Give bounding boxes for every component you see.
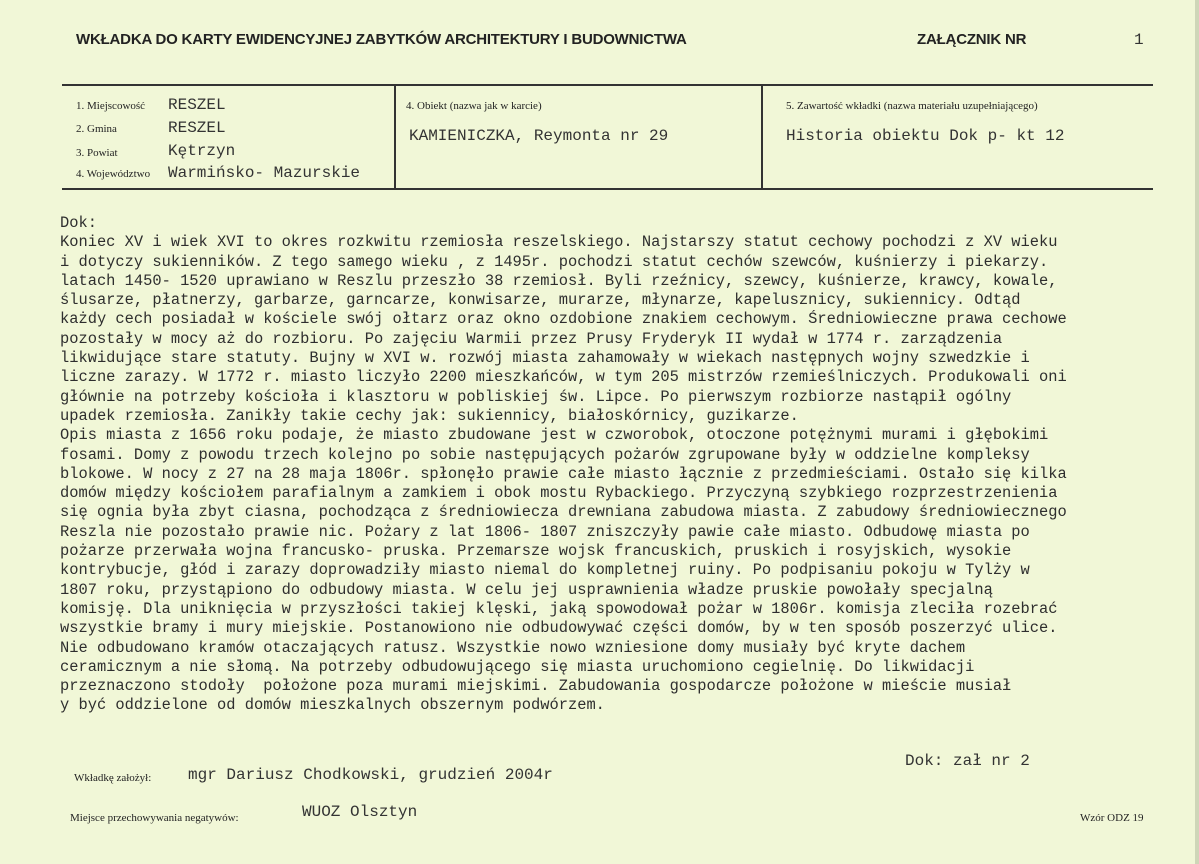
wojewodztwo-value: Warmińsko- Mazurskie	[168, 164, 361, 182]
attachment-label: ZAŁĄCZNIK NR	[917, 31, 1027, 48]
wojewodztwo-label: 4. Województwo	[76, 168, 151, 180]
text-line: kontrybucje, głód i zarazy doprowadziły miasto niemal do kompletnej ruiny. Po podpisaniu pokoju w Tylży w	[60, 561, 1030, 580]
miejscowosc-label: 1. Miejscowość	[76, 100, 146, 112]
gmina-label: 2. Gmina	[76, 123, 117, 135]
table-divider-2	[761, 86, 763, 188]
text-line: pozostały w mocy aż do rozbioru. Po zajęciu Warmii przez Prusy Fryderyk II wydał w 1774 r. zarządzenia	[60, 329, 1003, 348]
text-line: Reszla nie pozostało prawie nic. Pożary z lat 1806- 1807 zniszczyły pawie całe miasto. Odbudowę miasta po	[60, 522, 1030, 541]
text-line: się ognia była zbyt ciasna, pochodząca z średniowiecza drewniana zabudowa miasta. Z zabudowy średniowiecznego	[60, 503, 1067, 522]
powiat-value: Kętrzyn	[168, 142, 236, 160]
text-line: Koniec XV i wiek XVI to okres rozkwitu rzemiosła reszelskiego. Najstarszy statut cechowy pochodzi z XV wieku	[60, 233, 1058, 252]
text-line: Opis miasta z 1656 roku podaje, że miasto zbudowane jest w czworobok, otoczone potężnymi murami i głębokimi	[60, 426, 1049, 445]
powiat-label: 3. Powiat	[76, 147, 118, 159]
object-value: KAMIENICZKA, Reymonta nr 29	[409, 127, 669, 145]
text-line: liczne zarazy. W 1772 r. miasto liczyło 2200 mieszkańców, w tym 205 mistrzów rzemieślniczych. Produkowali oni	[60, 368, 1067, 387]
author-label: Wkładkę założył:	[74, 772, 152, 784]
text-line: i dotyczy sukienników. Z tego samego wieku , z 1495r. pochodzi statut cechów szewców, kuśnierzy i piekarzy.	[60, 252, 1049, 271]
contents-label: 5. Zawartość wkładki (nazwa materiału uzupełniającego)	[786, 100, 1038, 112]
text-line: głównie na potrzeby kościoła i klasztoru w pobliskiej św. Lipce. Po pierwszym rozbiorze nastąpił ogólny	[60, 387, 1012, 406]
template-code: Wzór ODZ 19	[1080, 812, 1144, 824]
text-line: pożarze przerwała wojna francusko- pruska. Przemarsze wojsk francuskich, pruskich i rosyjskich, wysokie	[60, 542, 1012, 561]
text-line: przeznaczono stodoły położone poza murami miejskimi. Zabudowania gospodarcze położone w mieście musiał	[60, 677, 1012, 696]
storage-value: WUOZ Olsztyn	[302, 803, 418, 821]
text-line: 1807 roku, przystąpiono do odbudowy miasta. W celu jej usprawnienia władze pruskie powołały specjalną	[60, 580, 993, 599]
text-line: wszystkie bramy i mury miejskie. Postanowiono nie odbudowywać części domów, by w ten sposób poszerzyć ulice.	[60, 619, 1058, 638]
history-text	[60, 214, 1159, 726]
text-line: komisję. Dla uniknięcia w przyszłości takiej klęski, jaką spowodował pożar w 1806r. komisja zleciła rozebrać	[60, 599, 1058, 618]
text-line: blokowe. W nocy z 27 na 28 maja 1806r. spłonęło prawie całe miasto łącznie z przedmieściami. Ostało się kilka	[60, 464, 1067, 483]
table-divider-1	[394, 86, 396, 188]
page-edge	[1195, 0, 1199, 864]
contents-value: Historia obiektu Dok p- kt 12	[786, 127, 1065, 145]
author-value: mgr Dariusz Chodkowski, grudzień 2004r	[188, 766, 553, 784]
text-line: Dok:	[60, 214, 97, 232]
table-bottom-rule	[62, 188, 1153, 190]
storage-label: Miejsce przechowywania negatywów:	[70, 812, 239, 824]
text-line: każdy cech posiadał w kościele swój ołtarz oraz okno ozdobione znakiem cechowym. Średniowieczne prawa cechowe	[60, 310, 1067, 329]
page-number: 1	[1134, 31, 1144, 49]
table-top-rule	[62, 84, 1153, 86]
attachment-reference: Dok: zał nr 2	[905, 752, 1030, 770]
text-line: y być oddzielone od domów mieszkalnych obszernym podwórzem.	[60, 696, 605, 715]
object-label: 4. Obiekt (nazwa jak w karcie)	[406, 100, 542, 112]
text-line: ślusarze, płatnerzy, garbarze, garncarze, konwisarze, murarze, młynarze, kapelusznicy, sukiennicy. Odtąd	[60, 291, 1021, 310]
text-line: latach 1450- 1520 uprawiano w Reszlu przeszło 38 rzemiosł. Byli rzeźnicy, szewcy, kuśnierze, krawcy, kowale,	[60, 271, 1058, 290]
text-line: ceramicznym a nie słomą. Na potrzeby odbudowującego się miasta uruchomiono cegielnię. Do likwidacji	[60, 657, 975, 676]
gmina-value: RESZEL	[168, 119, 226, 137]
text-line: likwidujące stare statuty. Bujny w XVI w. rozwój miasta zahamowały w wiekach następnych wojny szwedzkie i	[60, 349, 1030, 368]
miejscowosc-value: RESZEL	[168, 96, 226, 114]
form-title: WKŁADKA DO KARTY EWIDENCYJNEJ ZABYTKÓW ARCHITEKTURY I BUDOWNICTWA	[76, 31, 687, 48]
text-line: domów między kościołem parafialnym a zamkiem i obok mostu Rybackiego. Przyczyną szybkiego rozprzestrzenienia	[60, 484, 1058, 503]
text-line: Nie odbudowano kramów otaczających ratusz. Wszystkie nowo wzniesione domy musiały być kryte dachem	[60, 638, 966, 657]
text-line: fosami. Domy z powodu trzech kolejno po sobie następujących pożarów zgrupowane były w oddzielne kompleksy	[60, 445, 1030, 464]
text-line: upadek rzemiosła. Zanikły takie cechy jak: sukiennicy, białoskórnicy, guzikarze.	[60, 406, 799, 425]
